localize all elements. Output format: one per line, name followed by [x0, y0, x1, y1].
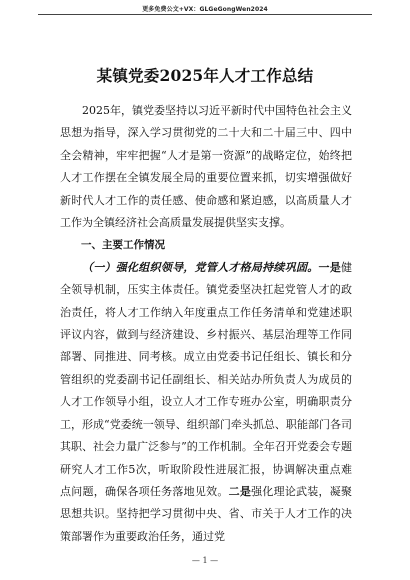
- point-two-text: 强化理论武装，凝聚思想共识。坚持把学习贯彻中央、省、市关于人才工作的决策部署作为重要政治任务，通过党: [60, 484, 353, 543]
- document-title: 某镇党委2025年人才工作总结: [96, 66, 314, 85]
- section-heading: 一、主要工作情况: [81, 239, 165, 252]
- point-two-marker: 二是: [228, 484, 252, 498]
- point-one-text: 健全领导机制，压实主体责任。镇党委坚决扛起党管人才的政治责任，将人才工作纳入年度重点工作任务清单和党建述职评议内容，做到与经济建设、乡村振兴、基层治理等工作同部署、同推进、同考核。成立由党委书记任组长、镇长和分管组织的党委副书记任副组长、相关站办所负责人为成员的人才工作领导小组，设立人才工作专班办公室，明确职责分工，形成“党委统一领导、组织部门牵头抓总、职能部门各司其职、社会力量广泛参与”的工作机制。全年召开党委会专题研究人才工作5次，听取阶段性进展汇报，协调解决重点难点问题，确保各项任务落地见效。: [60, 260, 353, 498]
- intro-paragraph: 2025年，镇党委坚持以习近平新时代中国特色社会主义思想为指导，深入学习贯彻党的二十大和二十届三中、四中全会精神，牢牢把握“人才是第一资源”的战略定位，始终把人才工作摆在全镇发展全局的重要位置来抓，切实增强做好新时代人才工作的责任感、使命感和紧迫感，以高质量人才工作为全镇经济社会高质量发展提供坚实支撑。: [60, 104, 352, 230]
- header-divider: [38, 14, 372, 15]
- item-paragraph: [60, 257, 352, 548]
- page-number: — 1 —: [191, 556, 219, 565]
- point-one-marker: 一是: [318, 260, 342, 274]
- header-watermark-text: 更多免费公文+VX：GLGeGongWen2024: [142, 6, 268, 13]
- document-body: [60, 100, 352, 548]
- item-lead-sentence: （一）强化组织领导，党管人才格局持续巩固。: [82, 260, 319, 274]
